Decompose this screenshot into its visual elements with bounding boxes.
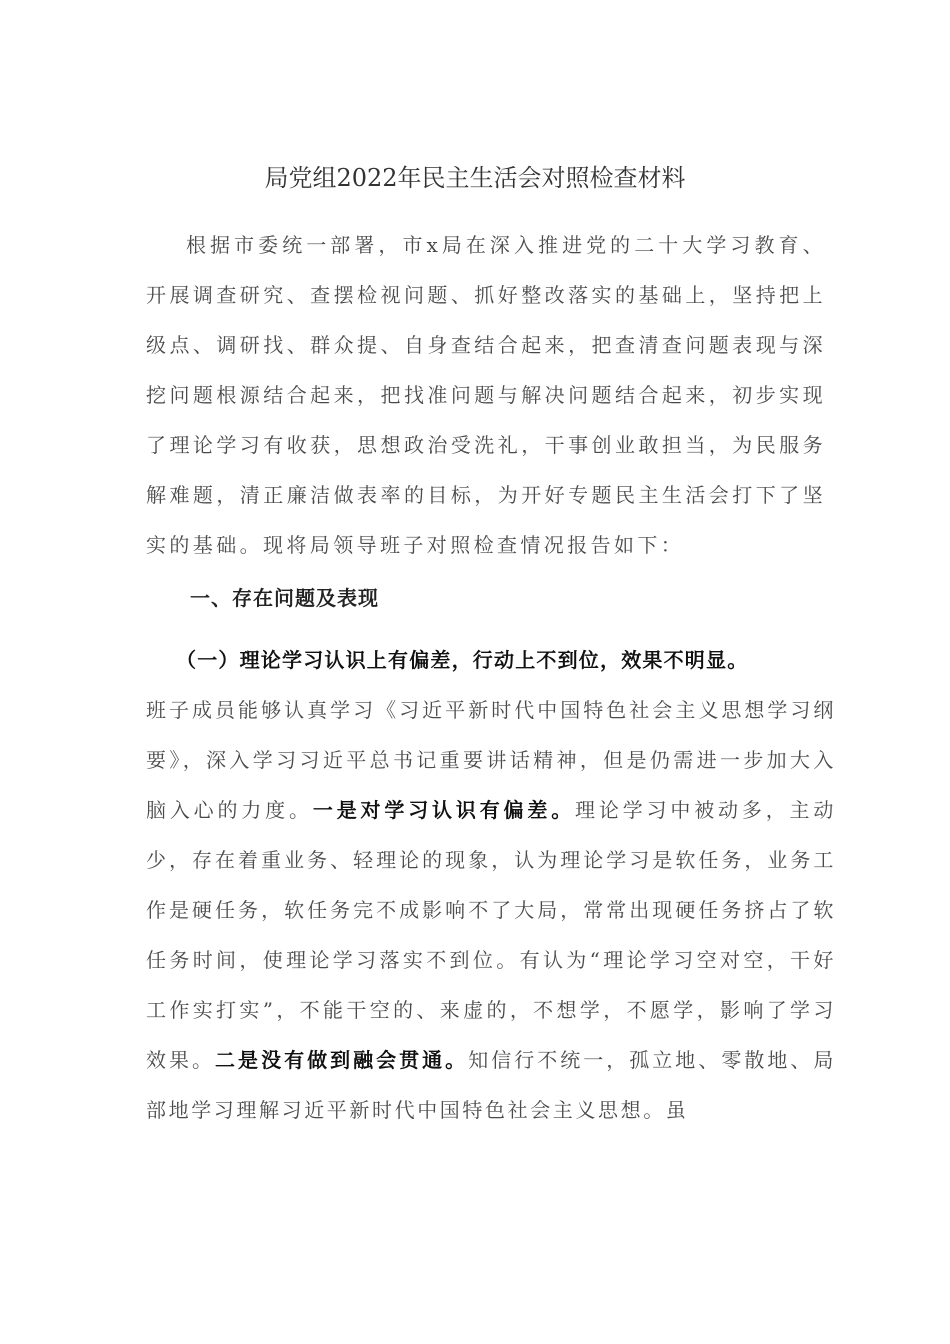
- subsection-text-c: 知信行不统一，孤立地、零散地、局部地学习理解习近平新时代中国特色社会主义思想。虽: [146, 1048, 836, 1122]
- section-heading: 一、存在问题及表现: [190, 586, 379, 610]
- subsection-paragraph: [146, 635, 836, 1135]
- subsection-block: [146, 635, 836, 1135]
- intro-paragraph-block: [146, 220, 826, 570]
- subsection-text-a: 班子成员能够认真学习《习近平新时代中国特色社会主义思想学习纲要》，深入学习习近平总书记重要讲话精神，但是仍需进一步加大入脑入心的力度。: [146, 698, 836, 822]
- intro-paragraph: 根据市委统一部署，市x局在深入推进党的二十大学习教育、开展调查研究、查摆检视问题、抓好整改落实的基础上，坚持把上级点、调研找、群众提、自身查结合起来，把查清查问题表现与深挖问题根源结合起来，把找准问题与解决问题结合起来，初步实现了理论学习有收获，思想政治受洗礼，干事创业敢担当，为民服务解难题，清正廉洁做表率的目标，为开好专题民主生活会打下了坚实的基础。现将局领导班子对照检查情况报告如下：: [146, 233, 826, 557]
- subsection-text-b: 理论学习中被动多，主动少，存在着重业务、轻理论的现象，认为理论学习是软任务，业务工作是硬任务，软任务完不成影响不了大局，常常出现硬任务挤占了软任务时间，使理论学习落实不到位。有认为“理论学习空对空，干好工作实打实”，不能干空的、来虚的，不想学，不愿学，影响了学习效果。: [146, 798, 836, 1072]
- subsection-heading: （一）理论学习认识上有偏差，行动上不到位，效果不明显。: [176, 648, 749, 672]
- point-one-lead: 一是对学习认识有偏差。: [312, 798, 576, 822]
- document-title: 局党组2022年民主生活会对照检查材料: [264, 164, 686, 192]
- point-two-lead: 二是没有做到融会贯通。: [215, 1048, 469, 1072]
